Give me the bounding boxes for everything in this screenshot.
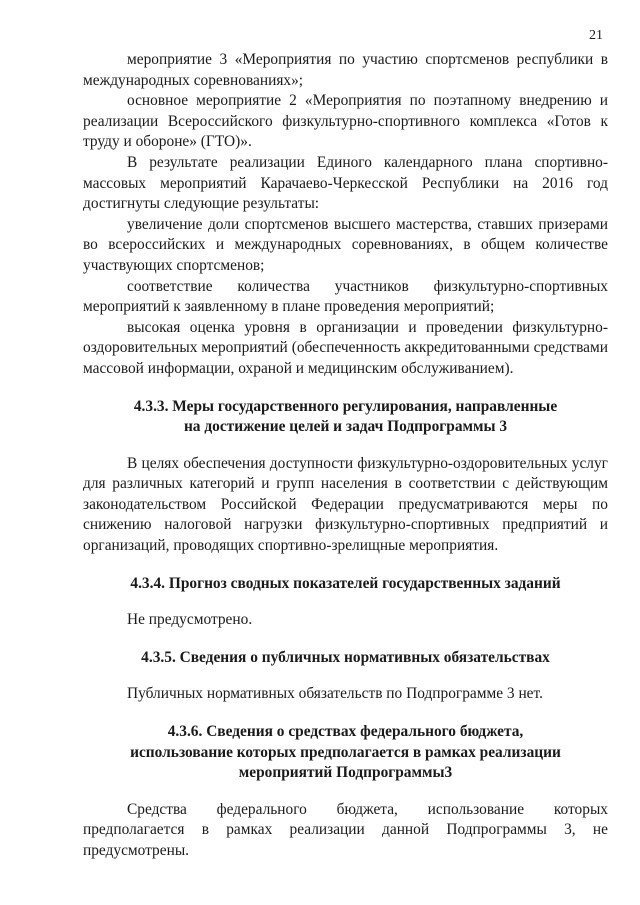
intro-paragraph-3: В результате реализации Единого календарного плана спортивно-массовых мероприятий Карачаево-Черкесской Республики на 2016 год достигнуты следующие результаты:: [83, 153, 608, 213]
section-heading-4-3-5: [83, 648, 608, 669]
heading-line: 4.3.3. Меры государственного регулирования, направленные: [133, 397, 558, 415]
intro-paragraph-2: основное мероприятие 2 «Мероприятия по поэтапному внедрению и реализации Всероссийского физкультурно-спортивного комплекса «Готов к труду и обороне» (ГТО)».: [83, 92, 608, 151]
heading-line: 4.3.5. Сведения о публичных нормативных обязательствах: [141, 648, 550, 666]
section-heading-4-3-4: [83, 574, 608, 595]
section-text-4-3-5: Публичных нормативных обязательств по Подпрограмме 3 нет.: [127, 685, 543, 703]
heading-line: на достижение целей и задач Подпрограммы 3: [183, 418, 508, 436]
section-heading-4-3-6: [83, 722, 608, 784]
document-body: [83, 50, 608, 862]
intro-paragraph-6: высокая оценка уровня в организации и проведении физкультурно-оздоровительных мероприятий (обеспеченность аккредитованными средствами массовой информации, охраной и медицинским обслуживанием).: [83, 318, 608, 377]
heading-line: 4.3.6. Сведения о средствах федерального бюджета,: [167, 723, 524, 741]
intro-paragraph-5: соответствие количества участников физкультурно-спортивных мероприятий к заявленному в плане проведения мероприятий;: [83, 277, 608, 316]
page-number: 21: [589, 28, 603, 43]
intro-paragraph-4: увеличение доли спортсменов высшего мастерства, ставших призерами во всероссийских и международных соревнованиях, в общем количестве участвующих спортсменов;: [83, 215, 608, 274]
heading-line: использование которых предполагается в рамках реализации: [130, 743, 561, 761]
section-text-4-3-4: Не предусмотрено.: [127, 611, 253, 629]
section-text-4-3-3: В целях обеспечения доступности физкультурно-оздоровительных услуг для различных категорий и групп населения в соответствии с действующим законодательством Российской Федерации предусматриваются меры по снижению налоговой нагрузки физкультурно-спортивных предприятий и организаций, проводящих спортивно-зрелищные мероприятия.: [83, 454, 608, 555]
heading-line: 4.3.4. Прогноз сводных показателей государственных заданий: [130, 574, 561, 592]
intro-paragraph-1: мероприятие 3 «Мероприятия по участию спортсменов республики в международных соревнованиях»;: [83, 51, 608, 89]
section-heading-4-3-3: [83, 397, 608, 438]
heading-line: мероприятий Подпрограммы3: [238, 764, 453, 782]
section-text-4-3-6: Средства федерального бюджета, использование которых предполагается в рамках реализации данной Подпрограммы 3, не предусмотрены.: [83, 800, 608, 859]
